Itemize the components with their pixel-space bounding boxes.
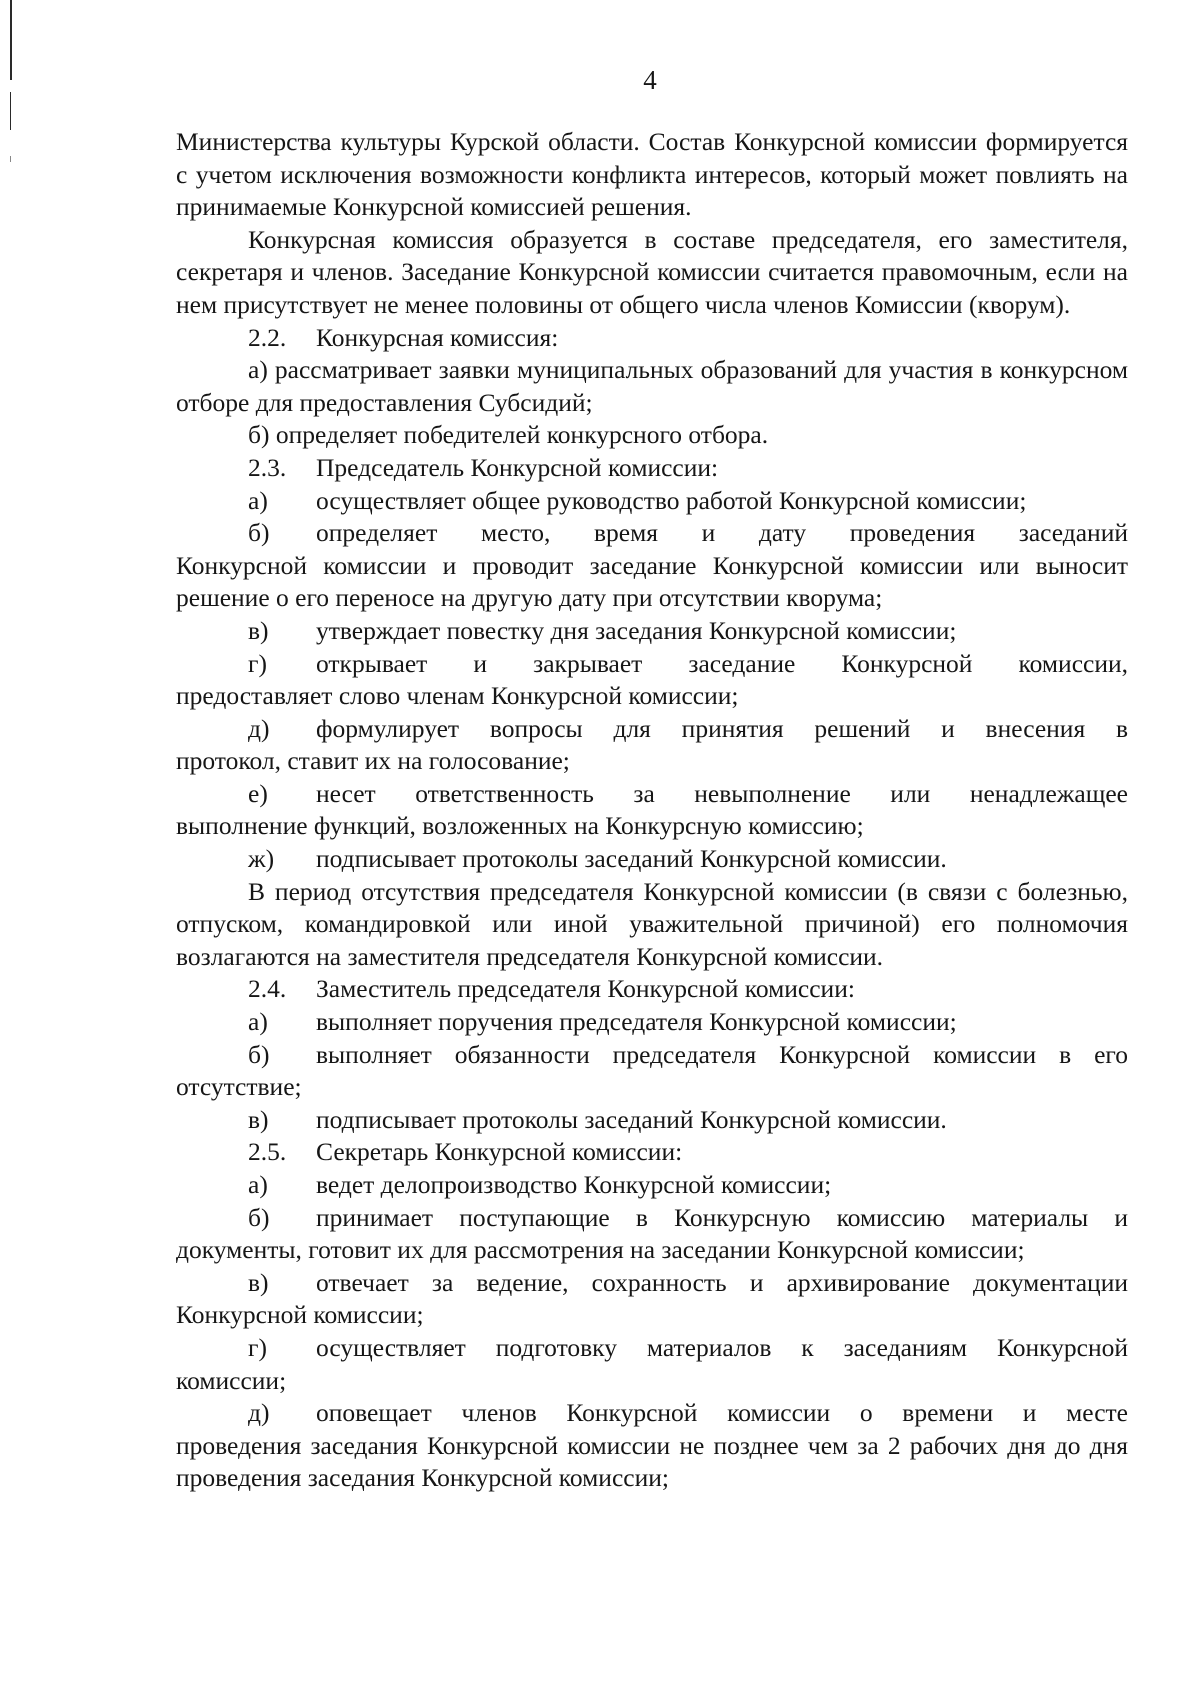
item-text: утверждает повестку дня заседания Конкурсной комиссии;: [316, 615, 957, 645]
list-item: [176, 1332, 1128, 1397]
item-text-continued: проведения заседания Конкурсной комиссии не позднее чем за 2 рабочих дня до дня проведения заседания Конкурсной комиссии;: [176, 1430, 1128, 1493]
item-text: осуществляет общее руководство работой Конкурсной комиссии;: [316, 485, 1027, 515]
item-marker: б): [248, 518, 270, 548]
section-heading: [176, 973, 1128, 1006]
item-text: определяет место, время и дату проведения заседаний: [316, 518, 1128, 548]
item-text: формулирует вопросы для принятия решений и внесения в: [316, 713, 1128, 743]
section-title: Секретарь Конкурсной комиссии:: [316, 1137, 683, 1167]
section-heading: [176, 452, 1128, 485]
paragraph: а) рассматривает заявки муниципальных образований для участия в конкурсном отборе для предоставления Субсидий;: [176, 355, 1128, 417]
item-text: подписывает протоколы заседаний Конкурсной комиссии.: [316, 1104, 947, 1134]
list-item: [176, 1169, 1128, 1202]
item-text: оповещает членов Конкурсной комиссии о времени и месте: [316, 1398, 1128, 1428]
section-heading: [176, 322, 1128, 355]
paragraph: Конкурсная комиссия образуется в составе председателя, его заместителя, секретаря и членов. Заседание Конкурсной комиссии считается правомочным, если на нем присутствует не менее половины от общего числа членов Комиссии (кворум).: [176, 224, 1128, 319]
item-marker: а): [248, 485, 268, 515]
item-marker: ж): [248, 844, 275, 874]
list-item: [176, 1397, 1128, 1495]
item-text-continued: Конкурсной комиссии и проводит заседание Конкурсной комиссии или выносит решение о его переносе на другую дату при отсутствии кворума;: [176, 550, 1128, 613]
item-text: открывает и закрывает заседание Конкурсной комиссии,: [316, 648, 1128, 678]
item-marker: д): [248, 713, 270, 743]
item-marker: г): [248, 1332, 267, 1362]
list-item: [176, 713, 1128, 778]
section-number: 2.5.: [248, 1137, 287, 1167]
list-item: [176, 843, 1128, 876]
item-text: выполняет обязанности председателя Конкурсной комиссии в его: [316, 1039, 1128, 1069]
item-text-continued: Конкурсной комиссии;: [176, 1300, 424, 1330]
list-item: [176, 1104, 1128, 1137]
list-item: [176, 778, 1128, 843]
item-marker: б): [248, 1202, 270, 1232]
item-marker: б): [248, 1039, 270, 1069]
item-text: ведет делопроизводство Конкурсной комиссии;: [316, 1170, 832, 1199]
page-number: 4: [643, 65, 657, 95]
section-title: Заместитель председателя Конкурсной комиссии:: [316, 974, 855, 1004]
item-text: подписывает протоколы заседаний Конкурсной комиссии.: [316, 844, 947, 874]
item-text-continued: комиссии;: [176, 1365, 287, 1395]
paragraph: Министерства культуры Курской области. Состав Конкурсной комиссии формируется с учетом исключения возможности конфликта интересов, который может повлиять на принимаемые Конкурсной комиссией решения.: [176, 127, 1128, 222]
paragraph: В период отсутствия председателя Конкурсной комиссии (в связи с болезнью, отпуском, командировкой или иной уважительной причиной) его полномочия возлагаются на заместителя председателя Конкурсной комиссии.: [176, 876, 1128, 971]
section-heading: [176, 1136, 1128, 1169]
list-item: [176, 1006, 1128, 1039]
document-body: [176, 126, 1128, 1495]
item-text-continued: предоставляет слово членам Конкурсной комиссии;: [176, 681, 739, 711]
item-text-continued: выполнение функций, возложенных на Конкурсную комиссию;: [176, 811, 864, 841]
list-item: [176, 615, 1128, 648]
item-text: осуществляет подготовку материалов к заседаниям Конкурсной: [316, 1332, 1128, 1362]
item-text-continued: документы, готовит их для рассмотрения на заседании Конкурсной комиссии;: [176, 1235, 1025, 1265]
section-number: 2.4.: [248, 974, 287, 1004]
item-marker: д): [248, 1398, 270, 1428]
list-item: [176, 1039, 1128, 1104]
item-marker: е): [248, 778, 268, 808]
item-marker: в): [248, 1267, 269, 1297]
item-text: несет ответственность за невыполнение или ненадлежащее: [316, 778, 1128, 808]
section-number: 2.2.: [248, 322, 287, 352]
list-item: [176, 517, 1128, 615]
paragraph: б) определяет победителей конкурсного отбора.: [248, 420, 769, 450]
item-text-continued: отсутствие;: [176, 1072, 302, 1102]
section-title: Председатель Конкурсной комиссии:: [316, 452, 719, 482]
item-text: выполняет поручения председателя Конкурсной комиссии;: [316, 1007, 957, 1037]
list-item: [176, 1267, 1128, 1332]
list-item: [176, 1202, 1128, 1267]
item-text-continued: протокол, ставит их на голосование;: [176, 746, 570, 776]
item-text: отвечает за ведение, сохранность и архивирование документации: [316, 1267, 1128, 1297]
section-number: 2.3.: [248, 452, 287, 482]
list-item: [176, 648, 1128, 713]
section-title: Конкурсная комиссия:: [316, 322, 559, 352]
list-item: [176, 485, 1128, 518]
item-marker: а): [248, 1170, 268, 1199]
item-text: принимает поступающие в Конкурсную комиссию материалы и: [316, 1202, 1128, 1232]
scan-edge-mark: [10, 92, 11, 130]
item-marker: а): [248, 1007, 268, 1037]
item-marker: в): [248, 1104, 269, 1134]
item-marker: в): [248, 615, 269, 645]
item-marker: г): [248, 648, 267, 678]
scan-edge-mark: [10, 156, 11, 162]
